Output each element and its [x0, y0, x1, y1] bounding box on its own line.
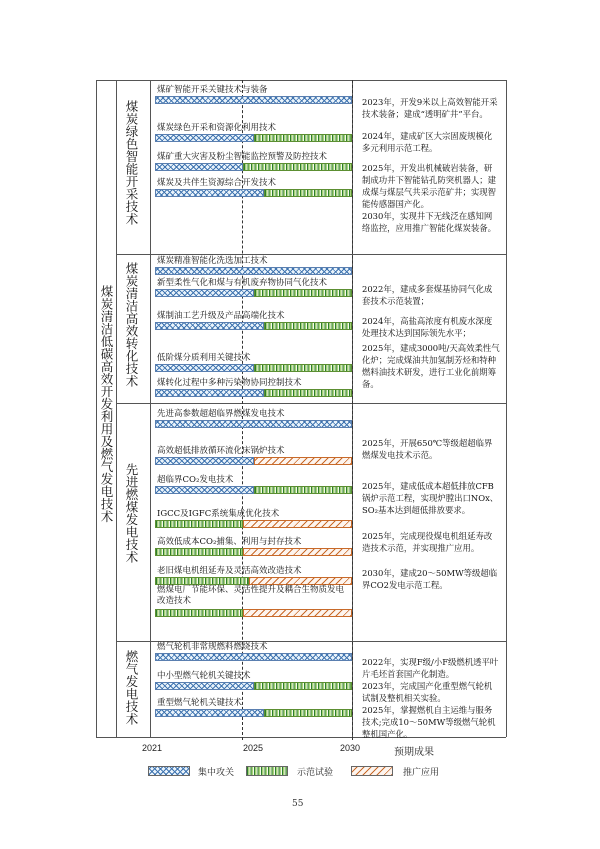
section-title-2: 先进燃煤发电技术: [124, 463, 139, 563]
timeline-bar-vert: [155, 548, 243, 556]
timeline-bar-cross: [155, 189, 264, 197]
tech-label: 低阶煤分质利用关键技术: [157, 353, 251, 363]
timeline-bar-vert: [243, 163, 352, 171]
tech-label: IGCC及IGFC系统集成优化技术: [157, 509, 280, 519]
tech-label: 煤炭精准智能化洗选加工技术: [157, 256, 268, 266]
timeline-bar-cross: [155, 322, 264, 330]
tech-label: 高效超低排放循环流化床锅炉技术: [157, 446, 285, 456]
timeline-bar-cross: [155, 267, 352, 275]
timeline-bar-cross: [155, 364, 254, 372]
expected-result: 2025年，开发出机械破岩装备，研制成功井下智能钻孔防突机器人；建成煤与煤层气共采示范矿井；实现智能传感器国产化。: [362, 163, 496, 209]
timeline-bar-diag: [243, 548, 352, 556]
table-border-left: [96, 80, 97, 737]
timeline-bar-diag: [254, 457, 353, 465]
page-number: 55: [292, 799, 304, 809]
section-divider-2: [116, 403, 506, 404]
timeline-bar-cross: [155, 420, 352, 428]
timeline-bar-cross: [155, 653, 352, 661]
axis-tick-2025: 2025: [243, 743, 264, 753]
timeline-bar-vert: [155, 520, 243, 528]
legend-label-promotion: 推广应用: [403, 768, 440, 778]
timeline-bar-vert: [264, 389, 352, 397]
section-title-3: 燃气发电技术: [124, 650, 139, 725]
timeline-bar-vert: [264, 322, 352, 330]
expected-result: 2025年，掌握燃机自主运维与服务技术;完成10～50MW等级燃气轮机整机国产化。: [362, 705, 496, 739]
tech-label: 煤矿智能开采关键技术与装备: [157, 85, 268, 95]
legend-swatch-focused-research: [148, 766, 190, 776]
expected-result: 2024年，建成矿区大宗固废规模化多元利用示范工程。: [362, 131, 493, 153]
tech-label: 煤矿重大灾害及粉尘智能监控预警及防控技术: [157, 152, 328, 162]
tech-label: 中小型燃气轮机关键技术: [157, 671, 251, 681]
guide-2030: [352, 80, 353, 740]
expected-result: 2023年，完成国产化重型燃气轮机试制及整机相关实验。: [362, 681, 493, 703]
column-divider-section: [150, 80, 151, 737]
expected-result: 2025年，建成3000吨/天高效柔性气化炉；完成煤油共加氢制芳烃和特种燃料油技术研发，进行工业化前期筹备。: [362, 343, 500, 389]
tech-label: 超临界CO₂发电技术: [157, 475, 234, 485]
tech-label: 老旧煤电机组延寿及灵活高效改造技术: [157, 566, 302, 576]
tech-label: 煤转化过程中多种污染物协同控制技术: [157, 378, 302, 388]
expected-result: 2022年，实现F级/小F级燃机透平叶片毛坯首套国产化制造。: [362, 657, 499, 679]
expected-result: 2022年，建成多套煤基协同气化成套技术示范装置；: [362, 284, 493, 306]
timeline-bar-vert: [254, 682, 353, 690]
timeline-bar-cross: [155, 289, 254, 297]
legend-swatch-promotion: [351, 766, 393, 776]
table-border-top: [96, 80, 506, 81]
tech-label: 煤炭及共伴生资源综合开发技术: [157, 178, 277, 188]
expected-result: 2025年，完成现役煤电机组延寿改造技术示范，并实现推广应用。: [362, 531, 493, 553]
tech-label: 高效低成本CO₂捕集、利用与封存技术: [157, 537, 302, 547]
timeline-bar-vert: [264, 189, 352, 197]
timeline-bar-diag: [243, 520, 352, 528]
expected-result: 2024年，高盐高浓度有机废水深度处理技术达到国际领先水平；: [362, 316, 493, 338]
timeline-bar-vert: [254, 486, 353, 494]
legend-label-focused-research: 集中攻关: [198, 768, 235, 778]
timeline-bar-diag: [243, 609, 352, 617]
timeline-bar-cross: [155, 682, 254, 690]
timeline-bar-diag: [249, 577, 352, 585]
timeline-bar-vert: [155, 609, 243, 617]
results-header: 预期成果: [394, 747, 434, 758]
expected-result: 2030年，实现井下无线泛在感知网络监控，应用推广智能化煤炭装备。: [362, 211, 496, 233]
expected-result: 2025年，建成低成本超低排放CFB锅炉示范工程，实现炉膛出口NOx、SO₂基本达到超低排放要求。: [362, 481, 499, 515]
timeline-bar-cross: [155, 389, 264, 397]
tech-label: 重型燃气轮机关键技术: [157, 698, 243, 708]
column-divider-main-title: [116, 80, 117, 737]
section-title-0: 煤炭绿色智能开采技术: [124, 100, 139, 225]
axis-tick-2021: 2021: [142, 743, 163, 753]
axis-tick-2030: 2030: [340, 743, 361, 753]
timeline-bar-vert: [155, 577, 249, 585]
table-border-right: [506, 80, 507, 737]
tech-label: 先进高参数超超临界燃煤发电技术: [157, 409, 285, 419]
section-title-1: 煤炭清洁高效转化技术: [124, 262, 139, 387]
timeline-bar-cross: [155, 134, 254, 142]
expected-result: 2023年，开发9米以上高效智能开采技术装备；建成“透明矿井”平台。: [362, 97, 498, 119]
main-title: 煤炭清洁低碳高效开发利用及燃气发电技术: [99, 285, 114, 523]
tech-label: 燃煤电厂节能环保、灵活性提升及耦合生物质发电改造技术: [157, 585, 345, 606]
timeline-bar-vert: [254, 134, 353, 142]
timeline-bar-cross: [155, 96, 352, 104]
legend-label-demonstration: 示范试验: [297, 768, 334, 778]
timeline-bar-vert: [264, 709, 352, 717]
expected-result: 2030年，建成20～50MW等级超临界CO2发电示范工程。: [362, 568, 498, 590]
timeline-bar-vert: [254, 289, 353, 297]
timeline-bar-cross: [155, 457, 254, 465]
timeline-bar-cross: [155, 486, 254, 494]
tech-label: 新型柔性气化和煤与有机废弃物协同气化技术: [157, 278, 328, 288]
tech-label: 燃气轮机非常规燃料燃烧技术: [157, 642, 268, 652]
timeline-bar-vert: [254, 364, 353, 372]
timeline-bar-cross: [155, 709, 264, 717]
tech-label: 煤炭绿色开采和资源化利用技术: [157, 123, 277, 133]
timeline-bar-cross: [155, 163, 243, 171]
legend-swatch-demonstration: [246, 766, 288, 776]
expected-result: 2025年，开展650℃等级超超临界燃煤发电技术示范。: [362, 438, 493, 460]
tech-label: 煤制油工艺升级及产品高端化技术: [157, 311, 285, 321]
